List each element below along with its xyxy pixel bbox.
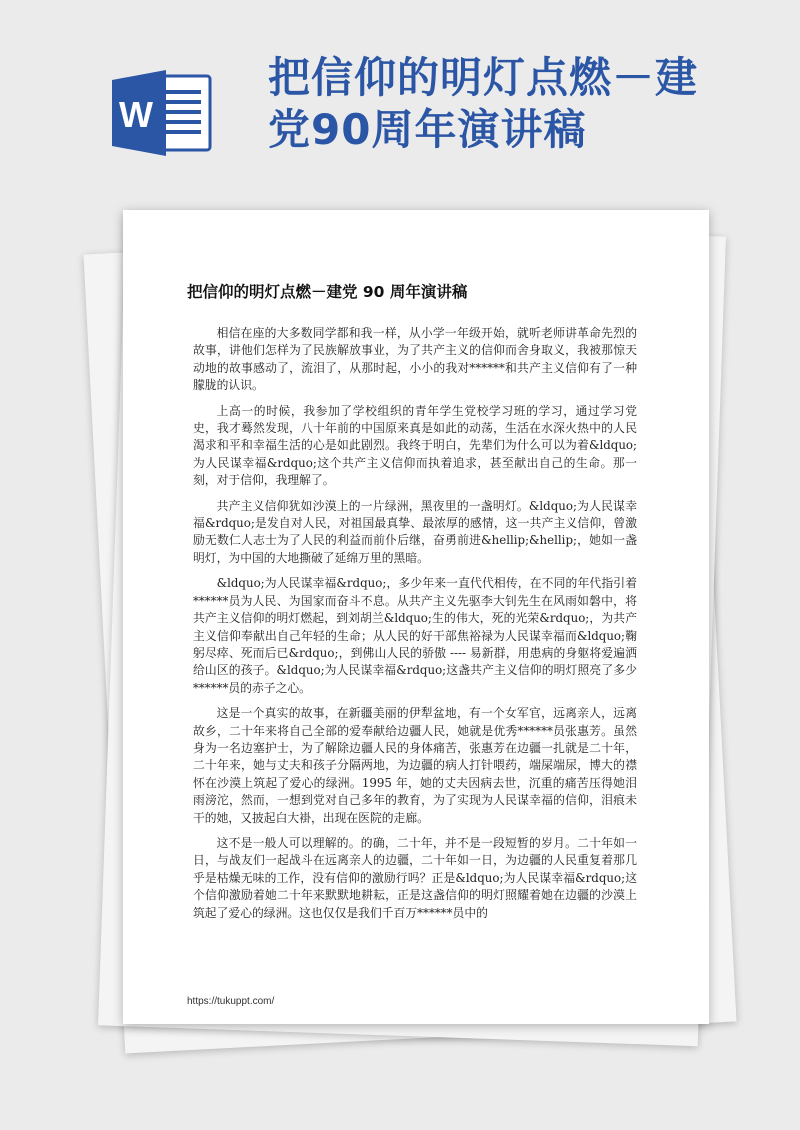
paragraph: 共产主义信仰犹如沙漠上的一片绿洲，黑夜里的一盏明灯。&ldquo;为人民谋幸福&rdquo;是发自对人民，对祖国最真挚、最浓厚的感情，这一共产主义信仰，曾激励无数仁人志士为了人民的利益而前仆后继，奋勇前进&hellip;&hellip;，她如一盏明灯，为中国的大地撕破了延绵万里的黑暗。 <box>193 498 637 565</box>
word-document-icon <box>110 66 220 160</box>
page-title: 把信仰的明灯点燃－建党90周年演讲稿 <box>268 53 699 154</box>
footer-url[interactable]: https://tukuppt.com/ <box>187 996 275 1007</box>
paragraph: 上高一的时候，我参加了学校组织的青年学生党校学习班的学习，通过学习党史，我才蓦然发现，八十年前的中国原来真是如此的动荡，生活在水深火热中的人民渴求和平和幸福生活的心是如此剧烈。我终于明白，先辈们为什么可以为着&ldquo;为人民谋幸福&rdquo;这个共产主义信仰而执着追求，甚至献出自己的生命。那一刻，对于信仰，我理解了。 <box>193 403 637 488</box>
paragraph: 这不是一般人可以理解的。的确，二十年，并不是一段短暂的岁月。二十年如一日，与战友们一起战斗在远离亲人的边疆，二十年如一日，为边疆的人民重复着那几乎是枯燥无味的工作，没有信仰的激励行吗？正是&ldquo;为人民谋幸福&rdquo;这个信仰激励着她二十年来默默地耕耘，正是这盏信仰的明灯照耀着她在边疆的沙漠上筑起了爱心的绿洲。这也仅仅是我们千百万******员中的 <box>193 835 637 920</box>
document-page <box>123 210 709 1024</box>
document-body <box>193 325 637 930</box>
document-title: 把信仰的明灯点燃－建党 90 周年演讲稿 <box>187 283 468 301</box>
paragraph: 这是一个真实的故事，在新疆美丽的伊犁盆地，有一个女军官，远离亲人，远离故乡，二十年来将自己全部的爱奉献给边疆人民，她就是优秀******员张惠芳。虽然身为一名边塞护士，为了解除边疆人民的身体痛苦，张惠芳在边疆一扎就是二十年，二十年来，她与丈夫和孩子分隔两地，为边疆的病人打针喂药，端屎端尿，博大的襟怀在沙漠上筑起了爱心的绿洲。1995 年，她的丈夫因病去世，沉重的痛苦压得她泪雨滂沱，然而，一想到党对自己多年的教育，为了实现为人民谋幸福的信仰，泪痕未干的她，又披起白大褂，出现在医院的走廊。 <box>193 706 637 825</box>
paragraph: &ldquo;为人民谋幸福&rdquo;，多少年来一直代代相传，在不同的年代指引着******员为人民、为国家而奋斗不息。从共产主义先驱李大钊先生在风雨如磐中，将共产主义信仰的明灯燃起，到刘胡兰&ldquo;生的伟大，死的光荣&rdquo;，为共产主义信仰奉献出自己年轻的生命；从人民的好干部焦裕禄为人民谋幸福而&ldquo;鞠躬尽瘁、死而后已&rdquo;，到佛山人民的骄傲 ---- 易新群，用患病的身躯将爱遍洒给山区的孩子。&ldquo;为人民谋幸福&rdquo;这盏共产主义信仰的明灯照亮了多少******员的赤子之心。 <box>193 576 637 695</box>
svg-text:W: W <box>119 94 153 135</box>
paragraph: 相信在座的大多数同学都和我一样，从小学一年级开始，就听老师讲革命先烈的故事，讲他们怎样为了民族解放事业，为了共产主义的信仰而舍身取义，我被那惊天动地的故事感动了，流泪了，从那时起，小小的我对******和共产主义信仰有了一种朦胧的认识。 <box>193 326 637 393</box>
